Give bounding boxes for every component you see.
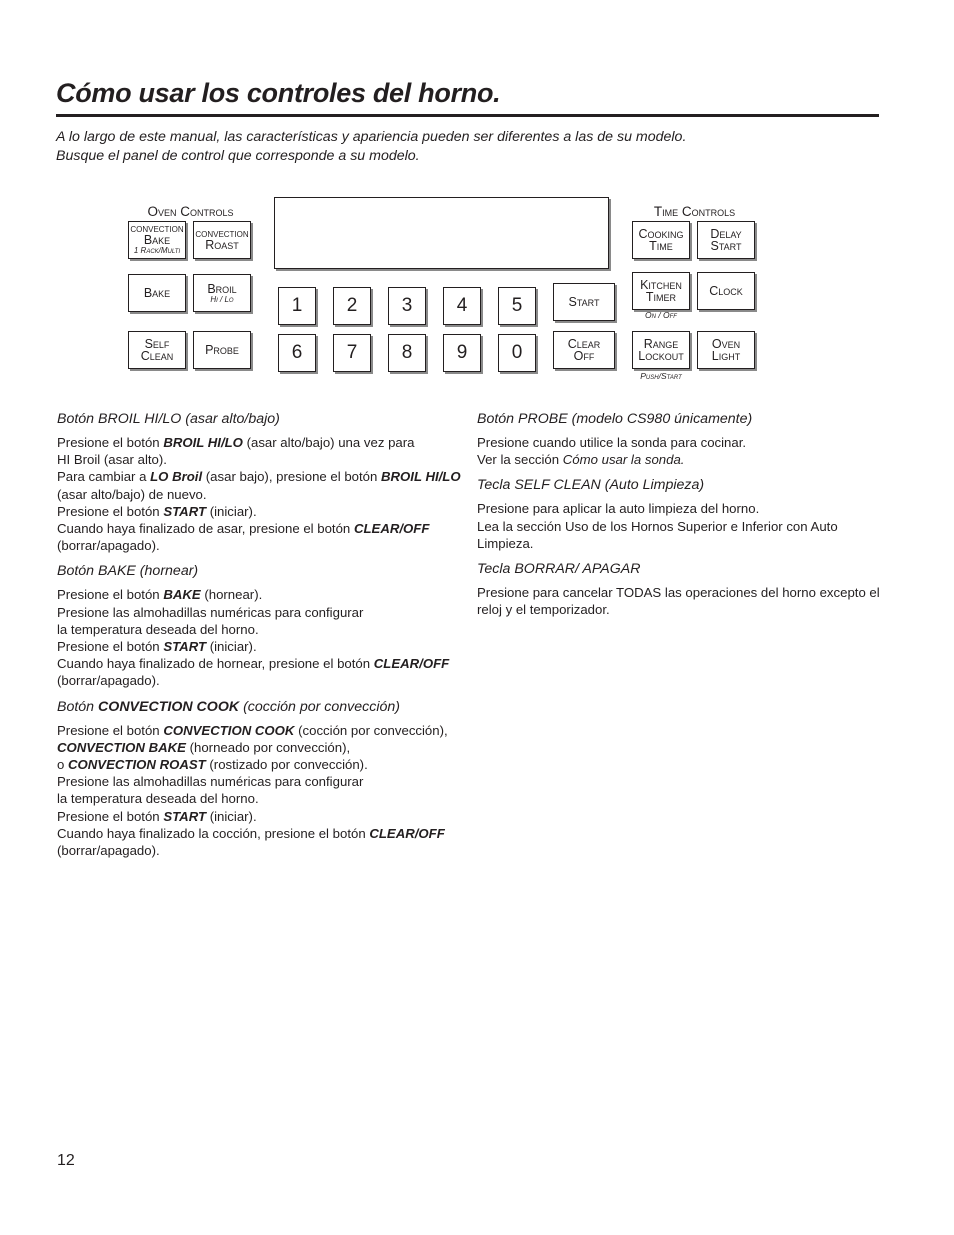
probe-line: Presione cuando utilice la sonda para cocinar. [477,435,747,450]
bake-line: Presione el botón BAKE (hornear). [57,587,263,603]
range-lockout-line-2: Lockout [638,349,684,363]
cooking-time-line-1: Cooking [638,227,684,241]
probe-heading: Botón PROBE (modelo CS980 únicamente) [477,411,753,427]
bake-line: la temperatura deseada del horno. [57,621,259,637]
clear-off-key[interactable] [553,331,615,369]
delay-start-line-2: Start [710,239,742,253]
clock-key[interactable] [697,272,755,310]
broil-line: Presione el botón BROIL HI/LO (asar alto/bajo) una vez para [57,435,415,450]
convection-line: Presione el botón START (iniciar). [57,808,257,824]
clear-off-line-1: Clear [567,337,601,351]
bake-line: (borrar/apagado). [57,673,160,689]
convection-bake-main: Bake [143,233,171,247]
convection-roast-key[interactable] [193,221,251,259]
convection-line: Cuando haya finalizado la cocción, presione el botón CLEAR/OFF [57,825,445,841]
self-clean-line: Presione para aplicar la auto limpieza del horno. [477,501,760,517]
kitchen-timer-key[interactable] [632,272,690,310]
number-key-9[interactable]: 9 [443,334,481,372]
broil-line: (asar alto/bajo) de nuevo. [57,486,207,502]
broil-key-sub: Hi / Lo [210,294,234,304]
oven-light-key[interactable] [697,331,755,369]
oven-display [274,197,609,269]
number-key-2[interactable]: 2 [333,287,371,325]
range-lockout-key[interactable] [632,331,690,369]
convection-bake-sub: 1 Rack/Multi [133,246,181,255]
bake-section [57,562,467,689]
number-key-5[interactable]: 5 [498,287,536,325]
convection-line: la temperatura deseada del horno. [57,791,259,807]
convection-bake-top: CONVECTION [130,225,184,234]
kitchen-timer-line-1: Kitchen [640,278,682,292]
cooking-time-line-2: Time [649,239,673,253]
number-key-4[interactable]: 4 [443,287,481,325]
clear-off-line-2: Off [573,349,595,363]
oven-controls-label: Oven Controls [147,204,234,219]
convection-line: Presione el botón CONVECTION COOK (cocción por convección), [57,722,448,738]
broil-line: (borrar/apagado). [57,538,160,554]
start-key[interactable] [553,283,615,321]
convection-line: CONVECTION BAKE (horneado por convección), [57,739,351,755]
bake-key-label: Bake [143,286,171,300]
self-clean-line-1: Self [144,337,170,351]
intro-text [56,128,876,166]
self-clean-line-2: Clean [140,349,174,363]
intro-line-2: Busque el panel de control que corresponde a su modelo. [56,148,420,164]
clock-key-label: Clock [709,284,743,298]
self-clean-section [477,476,882,552]
self-clean-line: Lea la sección Uso de los Hornos Superior e Inferior con Auto Limpieza. [477,518,838,551]
start-key-label: Start [568,295,600,309]
range-lockout-line-1: Range [643,337,679,351]
convection-section [57,698,467,860]
delay-start-key[interactable] [697,221,755,259]
page-title: Cómo usar los controles del horno. [56,78,501,108]
convection-line: o CONVECTION ROAST (rostizado por convección). [57,757,368,773]
bake-heading: Botón BAKE (hornear) [57,563,199,580]
bake-line: Cuando haya finalizado de hornear, presione el botón CLEAR/OFF [57,656,450,672]
number-key-0[interactable]: 0 [498,334,536,372]
convection-line: (borrar/apagado). [57,843,160,859]
self-clean-key[interactable] [128,331,186,369]
convection-line: Presione las almohadillas numéricas para configurar [57,774,364,790]
kitchen-timer-line-2: Timer [645,290,677,304]
kitchen-timer-caption: On / Off [645,310,677,320]
title-rule [56,114,879,117]
number-key-3[interactable]: 3 [388,287,426,325]
broil-section [57,410,467,554]
broil-line: Cuando haya finalizado de asar, presione el botón CLEAR/OFF [57,521,430,537]
probe-key-label: Probe [205,343,239,357]
time-controls-label: Time Controls [653,204,736,219]
oven-light-line-2: Light [711,349,741,363]
probe-section [477,410,882,468]
convection-bake-key[interactable] [128,221,186,259]
convection-heading: Botón CONVECTION COOK (cocción por convección) [57,698,400,715]
convection-roast-main: Roast [205,237,239,252]
probe-line: Ver la sección Cómo usar la sonda. [477,452,685,468]
intro-line-1: A lo largo de este manual, las características y apariencia pueden ser diferentes a las de su modelo. [56,129,687,145]
broil-line: Para cambiar a LO Broil (asar bajo), presione el botón BROIL HI/LO [57,469,461,485]
delay-start-line-1: Delay [710,227,742,241]
broil-line: HI Broil (asar alto). [57,452,167,468]
cooking-time-key[interactable] [632,221,690,259]
clear-heading: Tecla BORRAR/ APAGAR [477,561,641,578]
oven-light-line-1: Oven [711,337,741,351]
convection-roast-top: CONVECTION [195,229,249,239]
broil-line: Presione el botón START (iniciar). [57,503,257,519]
clear-line: Presione para cancelar TODAS las operaciones del horno excepto el reloj y el temporizador. [477,585,880,618]
left-column [57,410,467,867]
self-clean-heading: Tecla SELF CLEAN (Auto Limpieza) [477,477,705,494]
broil-key[interactable] [193,274,251,312]
number-key-1[interactable]: 1 [278,287,316,325]
number-key-6[interactable]: 6 [278,334,316,372]
clear-section [477,560,882,618]
bake-line: Presione el botón START (iniciar). [57,639,257,655]
number-key-8[interactable]: 8 [388,334,426,372]
range-lockout-caption: Push/Start [640,371,682,381]
broil-heading: Botón BROIL HI/LO (asar alto/bajo) [57,411,280,427]
page-number: 12 [57,1152,75,1169]
bake-key[interactable] [128,274,186,312]
broil-key-label: Broil [207,281,237,296]
bake-line: Presione las almohadillas numéricas para configurar [57,604,364,620]
number-key-7[interactable]: 7 [333,334,371,372]
probe-key[interactable] [193,331,251,369]
right-column [477,410,882,626]
